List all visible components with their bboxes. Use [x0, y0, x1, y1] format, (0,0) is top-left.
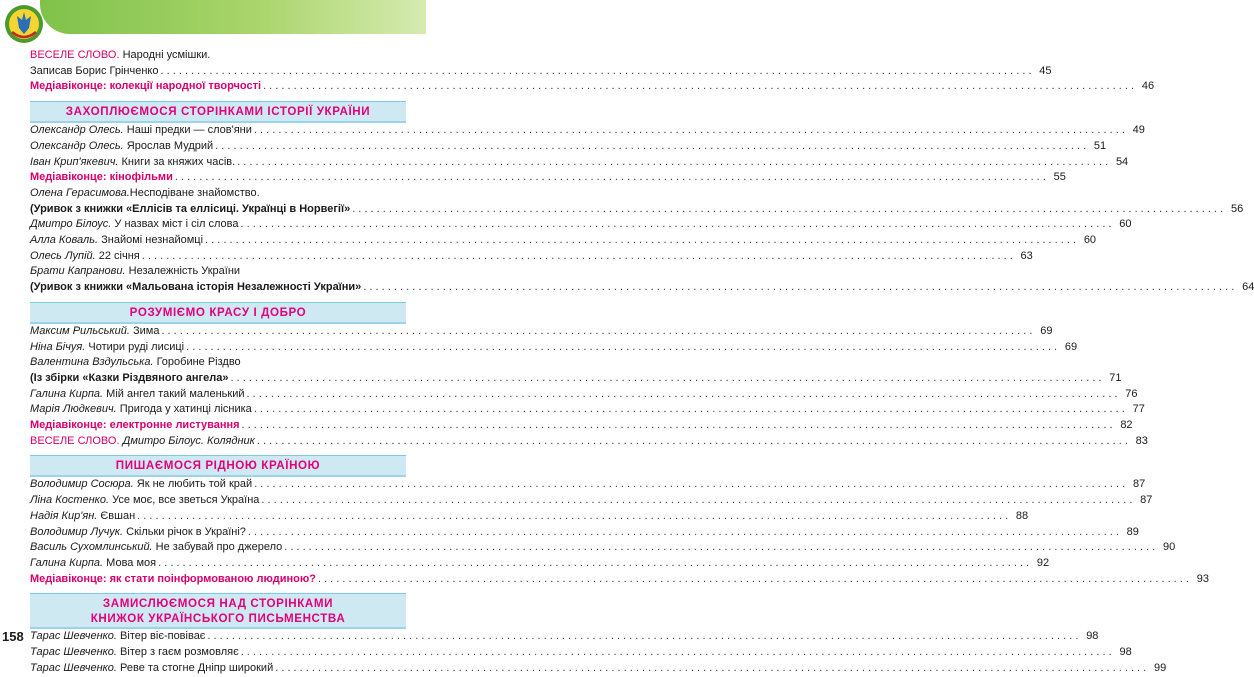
- toc-entry: [30, 217, 1132, 233]
- toc-entry-media: [30, 170, 1066, 186]
- toc-entry: [30, 525, 1139, 541]
- toc-entry: [30, 493, 1153, 509]
- entry-text: Незалежність України: [125, 265, 241, 278]
- leader-dots: [259, 493, 1134, 509]
- leader-dots: [159, 64, 1034, 80]
- toc-entry: [30, 509, 1029, 525]
- toc-entry: [30, 123, 1145, 139]
- toc-entry: [30, 556, 1050, 572]
- entry-title: [30, 371, 228, 387]
- page-number: 158: [2, 629, 24, 644]
- entry-author: Галина Кирпа.: [30, 556, 104, 569]
- entry-author: Марія Людкевич.: [30, 403, 117, 416]
- page-ref: 46: [1141, 80, 1155, 93]
- entry-text: Наші предки — слов'яни: [123, 124, 252, 137]
- entry-title: [30, 525, 246, 541]
- entry-title: [30, 249, 140, 265]
- entry-author: Володимир Сосюра.: [30, 478, 134, 491]
- entry-text: Горобине Різдво: [153, 356, 241, 369]
- toc-entry: [30, 629, 1099, 645]
- section-divider: [30, 121, 406, 123]
- entry-author: Галина Кирпа.: [30, 387, 104, 400]
- entry-title: [30, 139, 213, 155]
- entry-text: Не забувай про джерело: [152, 541, 283, 554]
- entry-author: Надія Кир'ян.: [30, 509, 98, 522]
- entry-text: Народні усмішки.: [119, 49, 211, 61]
- media-window-text: Медіавіконце: електронне листування: [30, 419, 240, 432]
- entry-title: [30, 629, 205, 645]
- entry-author: Ліна Костенко.: [30, 494, 110, 507]
- toc-entry-media: [30, 418, 1133, 434]
- page-ref: 71: [1109, 371, 1122, 384]
- page-ref: 49: [1132, 124, 1145, 137]
- leader-dots: [273, 661, 1148, 677]
- toc-entry: [30, 202, 1244, 218]
- toc-entry-media: [30, 572, 1209, 588]
- leader-dots: [261, 79, 1136, 95]
- entry-text: Скільки річок в Україні?: [123, 525, 246, 538]
- toc-entry: [30, 233, 1097, 249]
- page-ref: 98: [1119, 646, 1132, 659]
- page-ref: 82: [1120, 419, 1133, 432]
- entry-text: У назвах міст і сіл слова: [111, 218, 239, 231]
- entry-title: [30, 264, 240, 280]
- section-heading: [30, 593, 406, 627]
- entry-title: [30, 493, 259, 509]
- entry-author: Валентина Вздульська.: [30, 356, 154, 369]
- leader-dots: [205, 629, 1080, 645]
- page-ref: 54: [1115, 155, 1129, 168]
- page-ref: 55: [1053, 171, 1066, 184]
- page-ref: 93: [1196, 572, 1209, 585]
- toc-entry: [30, 280, 1254, 296]
- section-entries: [30, 477, 1209, 587]
- table-of-contents: [30, 48, 1254, 677]
- section-heading-line1: ЗАМИСЛЮЄМОСЯ НАД СТОРІНКАМИ: [102, 597, 334, 611]
- entry-text: Чотири руді лисиці: [85, 340, 185, 353]
- leader-dots: [252, 402, 1127, 418]
- leader-dots: [246, 525, 1121, 541]
- leader-dots: [282, 540, 1157, 556]
- entry-text: (Уривок з книжки «Еллісів та еллісиці. Українці в Норвегії»: [30, 202, 351, 215]
- leader-dots: [140, 249, 1015, 265]
- toc-entry: [30, 264, 406, 280]
- entry-author: Олександр Олесь.: [30, 124, 124, 137]
- section-entries: [30, 629, 1167, 676]
- leader-dots: [156, 556, 1031, 572]
- toc-entry: [30, 139, 1107, 155]
- page-ref: 87: [1132, 478, 1146, 491]
- leader-dots: [244, 387, 1119, 403]
- entry-text: Несподіване знайомство.: [129, 186, 260, 199]
- entry-text: Мій ангел такий маленький: [103, 387, 245, 400]
- entry-author: Василь Сухомлинський.: [30, 541, 153, 554]
- entry-title: [30, 123, 252, 139]
- section-divider: [30, 475, 406, 477]
- page-ref: 45: [1039, 64, 1052, 77]
- entry-author: Брати Капранови.: [30, 265, 126, 278]
- entry-author: Іван Крип'якевич.: [30, 155, 119, 168]
- toc-entry: [30, 355, 406, 371]
- page-ref: 76: [1125, 387, 1138, 400]
- entry-author: Олена Герасимова.: [30, 186, 130, 199]
- media-window-text: Медіавіконце: колекції народної творчості: [30, 80, 262, 93]
- page-ref: 60: [1119, 218, 1132, 231]
- page-ref: 56: [1230, 202, 1244, 215]
- toc-top-block: [30, 48, 1155, 95]
- page-ref: 87: [1140, 494, 1153, 507]
- entry-text: (Уривок з книжки «Мальована історія Незалежності України»: [30, 281, 362, 294]
- page-ref: 99: [1153, 661, 1167, 674]
- entry-title: [30, 509, 135, 525]
- entry-author: Тарас Шевченко.: [30, 630, 117, 643]
- entry-text: Пригода у хатинці лісника: [116, 403, 252, 416]
- section-entries: [30, 123, 1254, 296]
- entry-title: [30, 155, 235, 171]
- humor-label: ВЕСЕЛЕ СЛОВО.: [30, 49, 120, 61]
- page-ref: 51: [1093, 139, 1107, 152]
- page-ref: 77: [1132, 403, 1145, 416]
- entry-author: Ніна Бічуя.: [30, 340, 86, 353]
- entry-title: [30, 540, 282, 556]
- page-ref: 90: [1163, 541, 1176, 554]
- leader-dots: [239, 645, 1114, 661]
- section-heading: ЗАХОПЛЮЄМОСЯ СТОРІНКАМИ ІСТОРІЇ УКРАЇНИ: [30, 101, 406, 121]
- toc-entry: [30, 477, 1146, 493]
- toc-entry: [30, 661, 1167, 677]
- section-beauty: [30, 302, 1148, 450]
- toc-entry: [30, 540, 1176, 556]
- section-heading: РОЗУМІЄМО КРАСУ І ДОБРО: [30, 302, 406, 322]
- entry-title: [30, 217, 238, 233]
- section-heading-line2: КНИЖОК УКРАЇНСЬКОГО ПИСЬМЕНСТВА: [90, 612, 346, 626]
- entry-title: [30, 477, 252, 493]
- entry-author: Тарас Шевченко.: [30, 646, 117, 659]
- leader-dots: [135, 509, 1010, 525]
- section-divider: [30, 322, 406, 324]
- toc-entry: [30, 402, 1145, 418]
- entry-author: Алла Коваль.: [30, 234, 99, 247]
- entry-text: 22 січня: [95, 249, 140, 262]
- entry-title: [30, 661, 273, 677]
- entry-text: Зима: [129, 324, 160, 337]
- entry-title: [30, 280, 361, 296]
- page-ref: 98: [1086, 630, 1099, 643]
- toc-entry-media: [30, 79, 1155, 95]
- page-ref: 64: [1242, 281, 1254, 294]
- entry-title: [30, 572, 316, 588]
- entry-text: Усе моє, все зветься Україна: [109, 494, 260, 507]
- entry-text: Мова моя: [103, 556, 157, 569]
- leader-dots: [361, 280, 1236, 296]
- page-ref: 88: [1015, 509, 1029, 522]
- leader-dots: [235, 155, 1110, 171]
- leader-dots: [240, 418, 1115, 434]
- toc-entry: [30, 155, 1129, 171]
- leader-dots: [203, 233, 1078, 249]
- entry-title: [30, 434, 255, 450]
- humor-label: ВЕСЕЛЕ СЛОВО.: [30, 434, 120, 447]
- toc-entry: [30, 64, 1052, 80]
- media-window-text: Медіавіконце: як стати поінформованою людиною?: [30, 572, 316, 585]
- toc-entry: [30, 249, 1033, 265]
- entry-author: Дмитро Білоус.: [30, 218, 112, 231]
- entry-title: [30, 387, 244, 403]
- section-heading: ПИШАЄМОСЯ РІДНОЮ КРАЇНОЮ: [30, 455, 406, 475]
- entry-title: [30, 340, 184, 356]
- toc-entry: [30, 324, 1053, 340]
- entry-text: Ярослав Мудрий: [123, 139, 214, 152]
- page-ref: 83: [1135, 434, 1148, 447]
- media-window-text: Медіавіконце: кінофільми: [30, 171, 173, 184]
- leader-dots: [184, 340, 1059, 356]
- green-header-stripe: [40, 0, 426, 34]
- section-literature: [30, 593, 1167, 676]
- entry-author: Олександр Олесь.: [30, 139, 124, 152]
- entry-text: Євшан: [97, 509, 136, 522]
- entry-text: Записав Борис Грінченко: [30, 64, 159, 77]
- page-ref: 60: [1083, 234, 1097, 247]
- leader-dots: [173, 170, 1048, 186]
- leader-dots: [213, 139, 1088, 155]
- section-country: [30, 455, 1209, 587]
- page-ref: 63: [1020, 249, 1033, 262]
- leader-dots: [228, 371, 1103, 387]
- top-band: [0, 0, 426, 44]
- entry-title: [30, 202, 350, 218]
- leader-dots: [255, 434, 1130, 450]
- entry-title: [30, 355, 241, 371]
- entry-title: [30, 645, 239, 661]
- page-ref: 89: [1126, 525, 1139, 538]
- toc-entry: [30, 387, 1138, 403]
- leader-dots: [252, 477, 1127, 493]
- entry-title: [30, 402, 252, 418]
- entry-text: Як не любить той край: [133, 478, 253, 491]
- section-divider: [30, 627, 406, 629]
- entry-author: Максим Рильський.: [30, 324, 130, 337]
- toc-entry: [30, 371, 1122, 387]
- toc-entry: [30, 434, 1148, 450]
- entry-text: Реве та стогне Дніпр широкий: [117, 661, 274, 674]
- leader-dots: [252, 123, 1127, 139]
- leader-dots: [316, 572, 1191, 588]
- entry-text: Вітер з гаєм розмовляє: [117, 646, 239, 659]
- page-ref: 69: [1064, 340, 1078, 353]
- toc-entry: [30, 340, 1078, 356]
- entry-title: [30, 556, 156, 572]
- toc-entry: [30, 48, 406, 64]
- leader-dots: [159, 324, 1034, 340]
- ukraine-trident-emblem-icon: [2, 2, 46, 46]
- entry-author: Володимир Лучук.: [30, 525, 124, 538]
- toc-entry: [30, 645, 1132, 661]
- entry-title: [30, 170, 173, 186]
- entry-text: Вітер віє-повіває: [117, 630, 206, 643]
- entry-author: Тарас Шевченко.: [30, 661, 117, 674]
- entry-text: Книги за княжих часів.: [118, 155, 236, 168]
- leader-dots: [350, 202, 1225, 218]
- entry-text: (Із збірки «Казки Різдвяного ангела»: [30, 371, 229, 384]
- page-ref: 69: [1040, 324, 1053, 337]
- entry-title: [30, 324, 159, 340]
- page-ref: 92: [1036, 556, 1050, 569]
- entry-author: Олесь Лупій.: [30, 249, 96, 262]
- entry-title: [30, 418, 240, 434]
- entry-text: Знайомі незнайомці: [98, 234, 204, 247]
- entry-text: Дмитро Білоус. Колядник: [119, 434, 255, 447]
- entry-title: [30, 233, 203, 249]
- section-history: [30, 101, 1254, 296]
- leader-dots: [238, 217, 1113, 233]
- section-entries: [30, 324, 1148, 450]
- toc-entry: [30, 186, 406, 202]
- entry-title: [30, 186, 260, 202]
